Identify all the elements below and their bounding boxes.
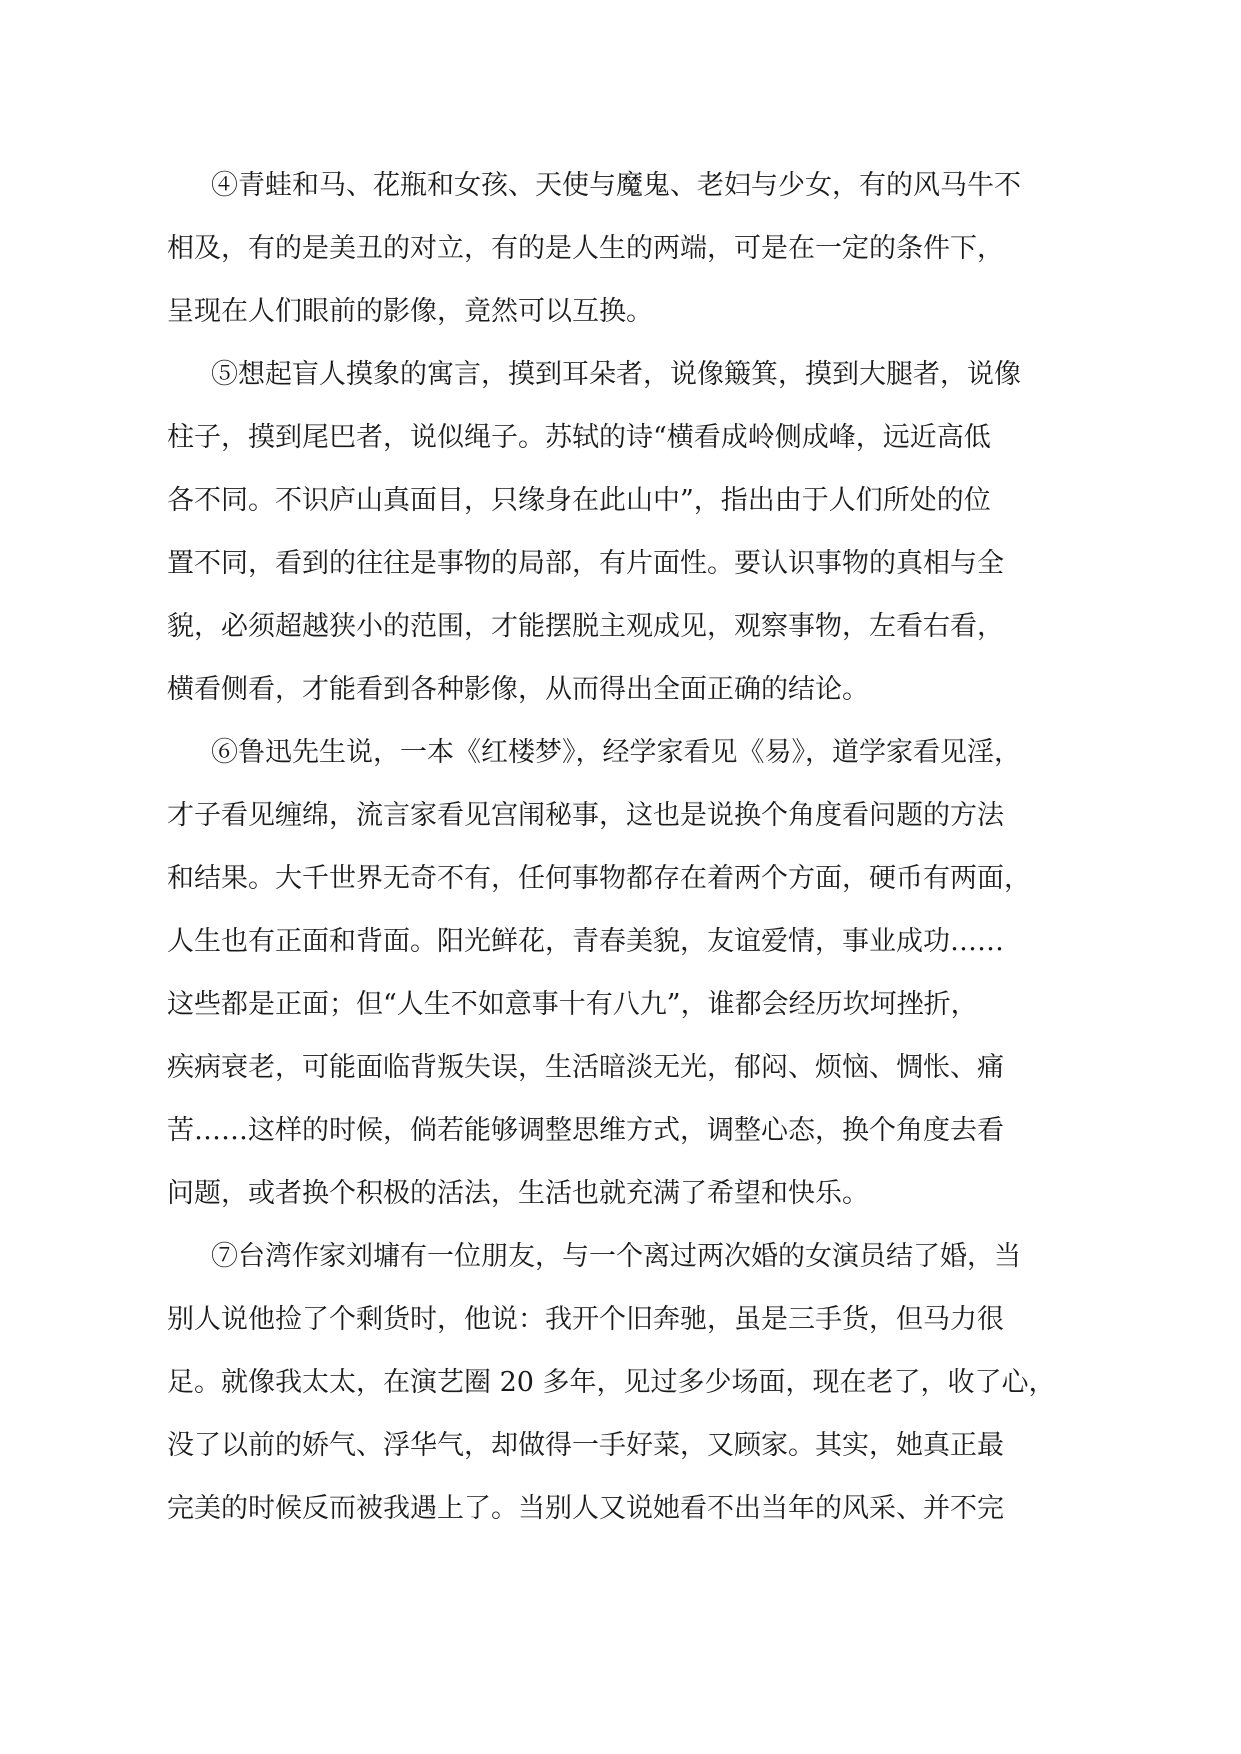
paragraph-6-line-3: 和结果。大千世界无奇不有，任何事物都存在着两个方面，硬币有两面， — [167, 863, 1031, 894]
paragraph-7-line-5: 完美的时候反而被我遇上了。当别人又说她看不出当年的风采、并不完 — [167, 1493, 1004, 1524]
paragraph-4-line-3: 呈现在人们眼前的影像，竟然可以互换。 — [167, 296, 653, 327]
paragraph-6-line-4: 人生也有正面和背面。阳光鲜花，青春美貌，友谊爱情，事业成功…… — [167, 926, 1004, 957]
paragraph-7-line-1: ⑦台湾作家刘墉有一位朋友，与一个离过两次婚的女演员结了婚，当 — [211, 1241, 1021, 1272]
paragraph-5-line-5: 貌，必须超越狭小的范围，才能摆脱主观成见，观察事物，左看右看， — [167, 611, 1004, 642]
paragraph-6-line-8: 问题，或者换个积极的活法，生活也就充满了希望和快乐。 — [167, 1178, 869, 1209]
paragraph-6-line-5: 这些都是正面；但“人生不如意事十有八九”，谁都会经历坎坷挫折， — [167, 989, 978, 1020]
paragraph-5-line-3: 各不同。不识庐山真面目，只缘身在此山中”，指出由于人们所处的位 — [167, 485, 991, 516]
paragraph-7-line-3: 足。就像我太太，在演艺圈 20 多年，见过多少场面，现在老了，收了心， — [167, 1367, 1056, 1398]
paragraph-4-line-2: 相及，有的是美丑的对立，有的是人生的两端，可是在一定的条件下， — [167, 233, 1004, 264]
paragraph-6-line-2: 才子看见缠绵，流言家看见宫闱秘事，这也是说换个角度看问题的方法 — [167, 800, 1004, 831]
paragraph-6-line-6: 疾病衰老，可能面临背叛失误，生活暗淡无光，郁闷、烦恼、惆怅、痛 — [167, 1052, 1004, 1083]
paragraph-7-line-2: 别人说他捡了个剩货时，他说：我开个旧奔驰，虽是三手货，但马力很 — [167, 1304, 1004, 1335]
paragraph-5-line-2: 柱子，摸到尾巴者，说似绳子。苏轼的诗“横看成岭侧成峰，远近高低 — [167, 422, 991, 453]
paragraph-5-line-4: 置不同，看到的往往是事物的局部，有片面性。要认识事物的真相与全 — [167, 548, 1004, 579]
paragraph-6-line-7: 苦……这样的时候，倘若能够调整思维方式，调整心态，换个角度去看 — [167, 1115, 1004, 1146]
paragraph-4-line-1: ④青蛙和马、花瓶和女孩、天使与魔鬼、老妇与少女，有的风马牛不 — [211, 170, 1021, 201]
paragraph-7-line-4: 没了以前的娇气、浮华气，却做得一手好菜，又顾家。其实，她真正最 — [167, 1430, 1004, 1461]
paragraph-5-line-1: ⑤想起盲人摸象的寓言，摸到耳朵者，说像簸箕，摸到大腿者，说像 — [211, 359, 1021, 390]
paragraph-5-line-6: 横看侧看，才能看到各种影像，从而得出全面正确的结论。 — [167, 674, 869, 705]
paragraph-6-line-1: ⑥鲁迅先生说，一本《红楼梦》，经学家看见《易》，道学家看见淫， — [211, 737, 1021, 768]
